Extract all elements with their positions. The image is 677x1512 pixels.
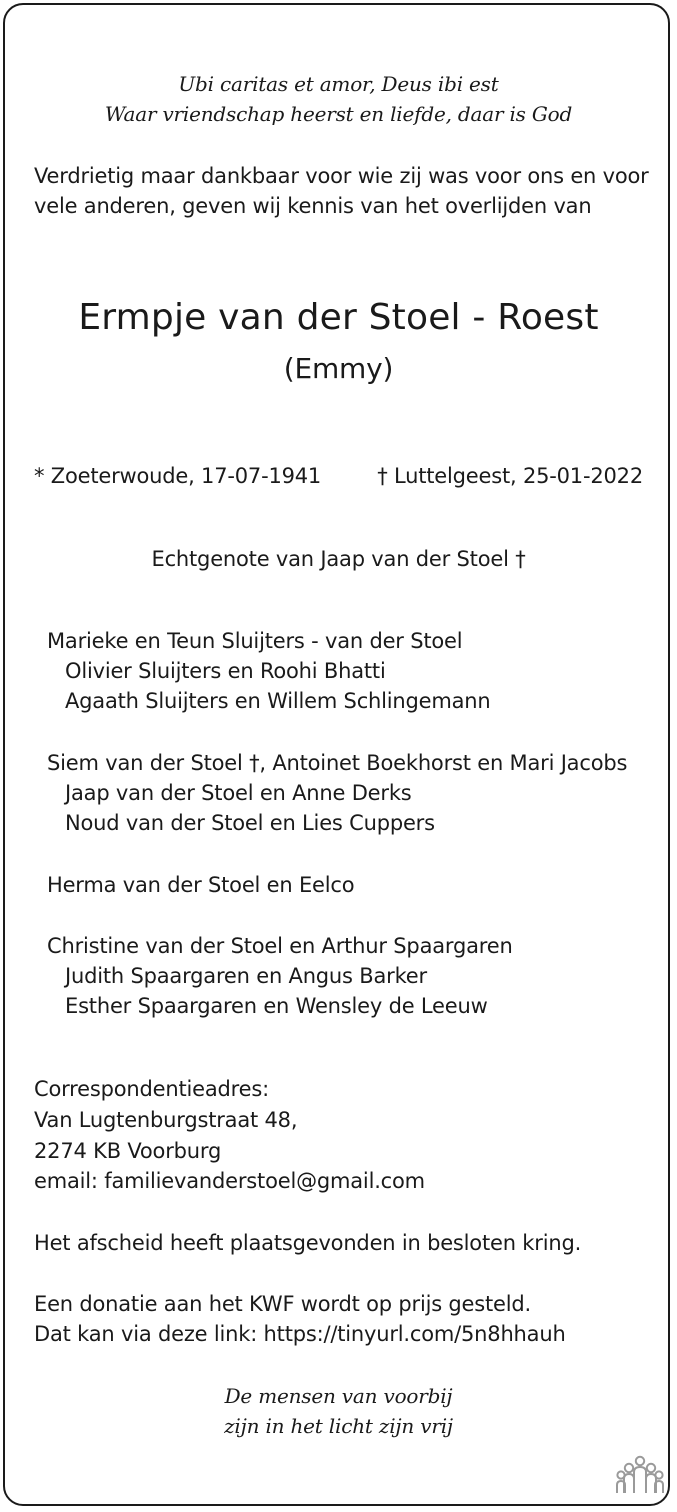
- family-head: Herma van der Stoel en Eelco: [47, 873, 355, 897]
- donation-line-2: Dat kan via deze link: https://tinyurl.com/5n8hhauh: [34, 1322, 566, 1346]
- people-group-icon: [616, 1455, 664, 1495]
- family-head: Siem van der Stoel †, Antoinet Boekhorst en Mari Jacobs: [47, 751, 628, 775]
- closing-line-2: zijn in het licht zijn vrij: [224, 1414, 453, 1438]
- donation-line-1: Een donatie aan het KWF wordt op prijs gesteld.: [34, 1292, 532, 1316]
- correspondence-city: 2274 KB Voorburg: [34, 1139, 222, 1163]
- family-child: Esther Spaargaren en Wensley de Leeuw: [65, 994, 488, 1018]
- correspondence-street: Van Lugtenburgstraat 48,: [34, 1108, 298, 1132]
- spouse-line: Echtgenote van Jaap van der Stoel †: [151, 547, 526, 571]
- deceased-name: Ermpje van der Stoel - Roest: [78, 297, 599, 338]
- death-info: † Luttelgeest, 25-01-2022: [377, 464, 643, 488]
- family-child: Agaath Sluijters en Willem Schlingemann: [65, 689, 491, 713]
- deceased-nickname: (Emmy): [283, 352, 394, 385]
- intro-line-1: Verdrietig maar dankbaar voor wie zij was voor ons en voor: [34, 164, 649, 188]
- motto-line-2: Waar vriendschap heerst en liefde, daar is God: [104, 102, 573, 126]
- correspondence-label: Correspondentieadres:: [34, 1077, 269, 1101]
- birth-info: * Zoeterwoude, 17-07-1941: [34, 464, 322, 488]
- closing-line-1: De mensen van voorbij: [224, 1384, 453, 1408]
- family-head: Marieke en Teun Sluijters - van der Stoel: [47, 629, 463, 653]
- family-child: Noud van der Stoel en Lies Cuppers: [65, 811, 435, 835]
- correspondence-email: email: familievanderstoel@gmail.com: [34, 1169, 425, 1193]
- intro-line-2: vele anderen, geven wij kennis van het overlijden van: [34, 194, 592, 218]
- family-head: Christine van der Stoel en Arthur Spaargaren: [47, 934, 513, 958]
- farewell-text: Het afscheid heeft plaatsgevonden in besloten kring.: [34, 1231, 582, 1255]
- family-child: Jaap van der Stoel en Anne Derks: [65, 781, 412, 805]
- family-child: Judith Spaargaren en Angus Barker: [65, 964, 427, 988]
- family-child: Olivier Sluijters en Roohi Bhatti: [65, 659, 386, 683]
- motto-line-1: Ubi caritas et amor, Deus ibi est: [178, 72, 499, 96]
